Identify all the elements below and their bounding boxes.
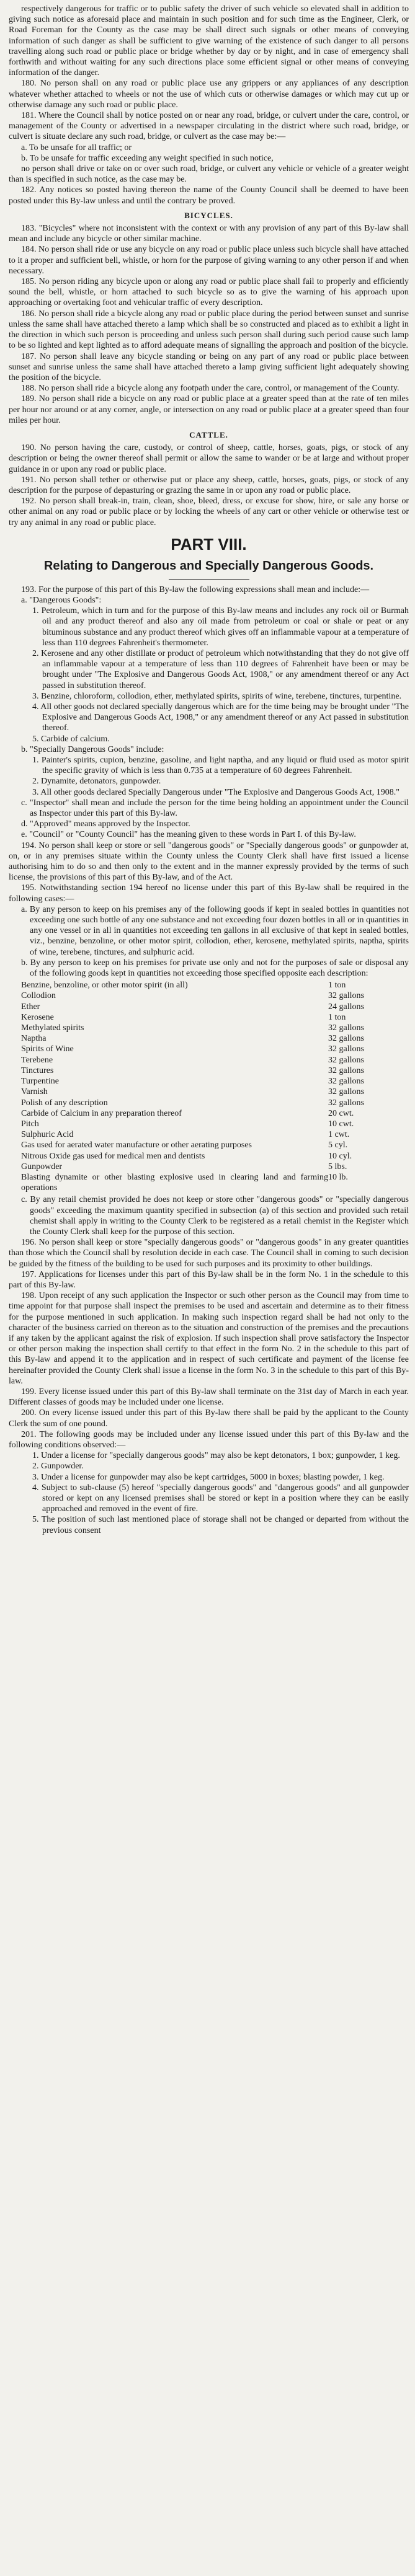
bylaw-sections	[9, 4, 409, 528]
section-paragraph: 194. No person shall keep or store or sell "dangerous goods" or "Specially dangerous goods" or gunpowder at, on, or in any premises situate within the County unless the County Clerk shall have first issued a license authorising him to do so and then only to the extent and in the manner expressly provided by the terms of such license, the provisions of this part of this By-law, and of the Act.	[9, 840, 409, 883]
part-divider	[169, 579, 249, 580]
section-paragraph: 180. No person shall on any road or public place use any grippers or any appliances of any description whatever whether attached to wheels or not the use of which cuts or otherwise damages or which may cut up or otherwise damage any such road or public place.	[9, 79, 409, 110]
table-row	[9, 990, 409, 1001]
section-paragraph: respectively dangerous for traffic or to public safety the driver of such vehicle so elevated shall in addition to giving such notice as aforesaid place and maintain in such position and for such time as the Engineer, Clerk, or Road Foreman for the County as the case may be shall direct such signals or other means of conveying information of such danger as shall be sufficient to give warning of the existence of such danger to all persons travelling along such road or public place or bridge whether by day or by night, and in case of emergency shall forthwith and without waiting for any such directions place some efficient signal or other means of conveying information of the danger.	[9, 4, 409, 78]
table-row	[9, 1119, 409, 1129]
section-paragraph: 183. "Bicycles" where not inconsistent with the context or with any provision of any part of this By-law shall mean and include any bicycle or other similar machine.	[9, 224, 409, 244]
goods-name: Naptha	[21, 1034, 47, 1044]
table-row	[9, 1002, 409, 1012]
goods-amount: 32 gallons	[328, 1055, 364, 1065]
list-item: 2. Kerosene and any other distillate or product of petroleum which notwithstanding that they do not give off an inflammable vapour at a temperature of less than 110 degrees of Fahrenheit have been or may be brought under "The Explosive and Dangerous Goods Act, 1908," or any amendment thereof or any Act passed in substitution thereof.	[32, 648, 409, 690]
section-paragraph: 193. For the purpose of this part of this By-law the following expressions shall mean and include:—	[21, 584, 370, 594]
goods-name: Nitrous Oxide gas used for medical men and dentists	[21, 1151, 205, 1161]
table-row	[9, 1162, 409, 1172]
section-paragraph: 197. Applications for licenses under this part of this By-law shall be in the form No. 1 in the schedule to this part of this By-law.	[9, 1269, 409, 1290]
goods-amount: 32 gallons	[328, 991, 364, 1001]
goods-amount: 32 gallons	[328, 1087, 364, 1097]
section-paragraph: 200. On every license issued under this part of this By-law there shall be paid by the applicant to the County Clerk the sum of one pound.	[9, 1408, 409, 1429]
goods-amount: 5 cyl.	[328, 1140, 348, 1150]
table-row	[9, 1065, 409, 1076]
section-paragraph: 195. Notwithstanding section 194 hereof no license under this part of this By-law shall be required in the following cases:—	[9, 883, 409, 904]
table-row	[9, 1055, 409, 1065]
section-paragraph: 184. No person shall ride or use any bicycle on any road or public place unless such bicycle shall have attached to it a proper and sufficient bell, whistle, or horn for the purpose of giving warning to any other person if and when necessary.	[9, 245, 409, 276]
list-item: 1. Petroleum, which in turn and for the purpose of this By-law means and includes any rock oil or Burmah oil and any product thereof and also any oil made from petroleum or coal or shale or peat or any bituminous substance and any product thereof which gives off an inflammable vapour at a temperature of less than 110 degrees Fahrenheit's thermometer.	[32, 606, 409, 648]
quantity-table	[9, 980, 409, 1193]
goods-name: Gunpowder	[21, 1162, 63, 1171]
goods-name: Methylated spirits	[21, 1023, 84, 1033]
table-row	[9, 1098, 409, 1108]
section-heading: BICYCLES.	[184, 210, 233, 220]
section-paragraph: no person shall drive or take on or over such road, bridge, or culvert any vehicle or vehicle of a greater weight than is specified in such notice, as the case may be.	[9, 164, 409, 185]
list-item: e. "Council" or "County Council" has the meaning given to these words in Part I. of this By-law.	[21, 830, 356, 840]
goods-amount: 32 gallons	[328, 1023, 364, 1033]
goods-name: Spirits of Wine	[21, 1044, 74, 1054]
goods-name: Benzine, benzoline, or other motor spirit (in all)	[21, 981, 188, 990]
section-paragraph: 187. No person shall leave any bicycle standing or being on any part of any road or public place between sunset and sunrise unless the same shall have attached thereto a lamp giving sufficient light adequately showing the position of the bicycle.	[9, 351, 409, 382]
list-item: 2. Dynamite, detonators, gunpowder.	[32, 777, 161, 787]
goods-name: Terebene	[21, 1055, 53, 1065]
goods-name: Kerosene	[21, 1012, 54, 1022]
section-paragraph: 182. Any notices so posted having thereon the name of the County Council shall be deemed to have been posted under this By-law unless and until the contrary be proved.	[9, 185, 409, 206]
section-paragraph: 192. No person shall break-in, train, clean, shoe, bleed, dress, or excuse for show, hire, or sale any horse or other animal on any road or public place or by locking the wheels of any cart or other vehicle or otherwise test or try any animal in any road or public place.	[9, 496, 409, 527]
goods-amount: 32 gallons	[328, 1098, 364, 1108]
part-number: PART VIII.	[171, 534, 247, 554]
goods-amount: 10 cwt.	[328, 1119, 354, 1129]
goods-name: Pitch	[21, 1119, 39, 1129]
list-item: a. To be unsafe for all traffic; or	[21, 143, 132, 152]
goods-amount: 32 gallons	[328, 1065, 364, 1075]
list-item: c. "Inspector" shall mean and include the person for the time being holding an appointment under the Council as Inspector under this part of this By-law.	[21, 798, 409, 819]
closing-sections	[9, 1194, 409, 1536]
section-paragraph: 181. Where the Council shall by notice posted on or near any road, bridge, or culvert under the care, control, or management of the County or advertised in a newspaper circulating in the district where such road, bridge, or culvert is situate declare any such road, bridge, or culvert as the case may be:—	[9, 111, 409, 142]
goods-name: Blasting dynamite or other blasting explosive used in clearing land and farming operations	[21, 1172, 328, 1193]
list-item: 3. Under a license for gunpowder may also be kept cartridges, 5000 in boxes; blasting powder, 1 keg.	[32, 1472, 385, 1482]
list-item: 1. Painter's spirits, cupion, benzine, gasoline, and light naptha, and any liquid or fluid used as motor spirit the specific gravity of which is less than 0.735 at a temperature of 60 degrees Fahrenheit.	[32, 756, 409, 776]
section-paragraph: 188. No person shall ride a bicycle along any footpath under the care, control, or management of the County.	[21, 384, 399, 394]
list-item: 4. All other goods not declared specially dangerous which are for the time being may be brought under "The Explosive and Dangerous Goods Act, 1908," or any amendment thereof or any Act passed in substitution thereof.	[32, 702, 409, 733]
list-item: b. "Specially Dangerous Goods" include:	[21, 744, 164, 754]
section-paragraph: 198. Upon receipt of any such application the Inspector or such other person as the Council may from time to time appoint for that purpose shall inspect the premises to be used and ascertain and determine as to their fitness for the purpose mentioned in such application. In making such inspection regard shall be had not only to the character of the business carried on thereon as to the situation and construction of the premises and the precautions if any taken by the applicant against the risk of explosion. If such inspection shall prove satisfactory the Inspector or other person making the inspection shall certify to that effect in the form No. 2 in the schedule to this part of this By-law and append it to the application and in respect of such certificate and payment of the license fee hereinafter provided the County Clerk shall issue a license in the form No. 3 in the schedule to this part of this By-law.	[9, 1291, 409, 1386]
goods-name: Sulphuric Acid	[21, 1130, 74, 1140]
table-row	[9, 1044, 409, 1054]
list-item: 3. Benzine, chloroform, collodion, ether, methylated spirits, spirits of wine, terebene, tinctures, turpentine.	[32, 691, 402, 701]
section-heading: CATTLE.	[189, 430, 228, 439]
table-row	[9, 1012, 409, 1023]
list-item: 3. All other goods declared Specially Dangerous under "The Explosive and Dangerous Goods Act, 1908."	[32, 787, 399, 797]
goods-amount: 1 ton	[328, 1012, 346, 1022]
goods-name: Varnish	[21, 1087, 48, 1097]
goods-name: Turpentine	[21, 1077, 59, 1087]
section-paragraph: 185. No person riding any bicycle upon or along any road or public place shall fail to properly and efficiently sound the bell, whistle, or horn attached to such bicycle so as to give the warning of his approach upon approaching or overtaking foot and vehicular traffic of every description.	[9, 277, 409, 308]
list-item: 2. Gunpowder.	[32, 1462, 84, 1471]
goods-name: Polish of any description	[21, 1098, 108, 1108]
goods-amount: 24 gallons	[328, 1002, 364, 1012]
list-item: 5. The position of such last mentioned place of storage shall not be changed or departed from without the previous consent	[32, 1515, 409, 1535]
goods-amount: 1 cwt.	[328, 1130, 350, 1140]
section-paragraph: 189. No person shall ride a bicycle on any road or public place at a greater speed than at the rate of ten miles per hour nor around or at any corner, angle, or intersection on any road or public place at a greater speed than four miles per hour.	[9, 394, 409, 425]
section-paragraph: 186. No person shall ride a bicycle along any road or public place during the period between sunset and sunrise unless the same shall have attached thereto a lamp which shall be so constructed and placed as to exhibit a light in the direction in which such person is proceeding and unless such person shall during such period cause such lamp to be so lighted and kept lighted as to afford adequate means of signalling the approach and position of the bicycle.	[9, 309, 409, 351]
section-paragraph: 199. Every license issued under this part of this By-law shall terminate on the 31st day of March in each year. Different classes of goods may be included under one license.	[9, 1387, 409, 1408]
goods-amount: 20 cwt.	[328, 1108, 354, 1118]
part-viii-sections	[9, 584, 409, 979]
list-item: 1. Under a license for "specially dangerous goods" may also be kept detonators, 1 box; gunpowder, 1 keg.	[32, 1451, 400, 1461]
list-item: 4. Subject to sub-clause (5) hereof "specially dangerous goods" and "dangerous goods" and all gunpowder stored or kept on any licensed premises shall be stored or kept in a position where they can be easily approached and removed in the event of fire.	[32, 1483, 409, 1514]
table-row	[9, 1023, 409, 1033]
goods-amount: 10 cyl.	[328, 1151, 352, 1161]
table-row	[9, 1140, 409, 1150]
table-row	[9, 1151, 409, 1162]
goods-name: Tinctures	[21, 1065, 54, 1075]
table-row	[9, 1172, 409, 1193]
table-row	[9, 1129, 409, 1140]
table-row	[9, 1076, 409, 1087]
goods-amount: 10 lb.	[328, 1172, 348, 1182]
goods-amount: 32 gallons	[328, 1044, 364, 1054]
list-item: d. "Approved" means approved by the Inspector.	[21, 819, 190, 829]
section-paragraph: 196. No person shall keep or store "specially dangerous goods" or "dangerous goods" in any greater quantities than those which the Council shall by resolution decide in each case. The Council shall in coming to such decision be guided by the fitness of the building to be used for such purposes and its proximity to other buildings.	[9, 1238, 409, 1269]
part-title: Relating to Dangerous and Specially Dangerous Goods.	[43, 558, 374, 573]
goods-name: Carbide of Calcium in any preparation thereof	[21, 1108, 182, 1118]
goods-name: Gas used for aerated water manufacture or other aerating purposes	[21, 1140, 252, 1150]
list-item: a. By any person to keep on his premises any of the following goods if kept in sealed bottles in quantities not exceeding one such bottle of any one substance and not exceeding four dozen bottles in all or in quantities in any one vessel or in all in quantities not exceeding ten gallons in all exclusive of that kept in sealed bottles, viz., benzine, benzoline, or other motor spirit, collodion, ether, kerosene, methylated spirits, naptha, spirits of wine, terebene, tinctures, and sulphuric acid.	[21, 904, 409, 957]
table-row	[9, 1108, 409, 1119]
goods-amount: 32 gallons	[328, 1077, 364, 1087]
goods-amount: 32 gallons	[328, 1034, 364, 1044]
list-item: 5. Carbide of calcium.	[32, 734, 110, 744]
goods-amount: 5 lbs.	[328, 1162, 347, 1171]
list-item: b. By any person to keep on his premises for private use only and not for the purposes of sale or disposal any of the following goods kept in quantities not exceeding those specified opposite each description:	[21, 958, 409, 979]
section-paragraph: 190. No person having the care, custody, or control of sheep, cattle, horses, goats, pigs, or stock of any description or being the owner thereof shall permit or allow the same to wander or be at large and without proper guidance in or upon any road or public place.	[9, 443, 409, 474]
goods-name: Collodion	[21, 991, 56, 1001]
section-paragraph: 201. The following goods may be included under any license issued under this part of this By-law and the following conditions observed:—	[9, 1429, 409, 1450]
list-item: c. By any retail chemist provided he does not keep or store other "dangerous goods" or "specially dangerous goods" exceeding the maximum quantity specified in subsection (a) of this section and provided such retail chemist shall apply in writing to the County Clerk to be registered as a retail chemist in the Register which the County Clerk shall keep for the purpose of this section.	[21, 1195, 409, 1237]
table-row	[9, 980, 409, 990]
goods-amount: 1 ton	[328, 981, 346, 990]
list-item: b. To be unsafe for traffic exceeding any weight specified in such notice,	[21, 153, 274, 163]
table-row	[9, 1087, 409, 1097]
list-item: a. "Dangerous Goods":	[21, 595, 102, 605]
section-paragraph: 191. No person shall tether or otherwise put or place any sheep, cattle, horses, goats, pigs, or stock of any description for the purpose of depasturing or grazing the same in or upon any road or public place.	[9, 475, 409, 495]
goods-name: Ether	[21, 1002, 40, 1012]
table-row	[9, 1033, 409, 1044]
